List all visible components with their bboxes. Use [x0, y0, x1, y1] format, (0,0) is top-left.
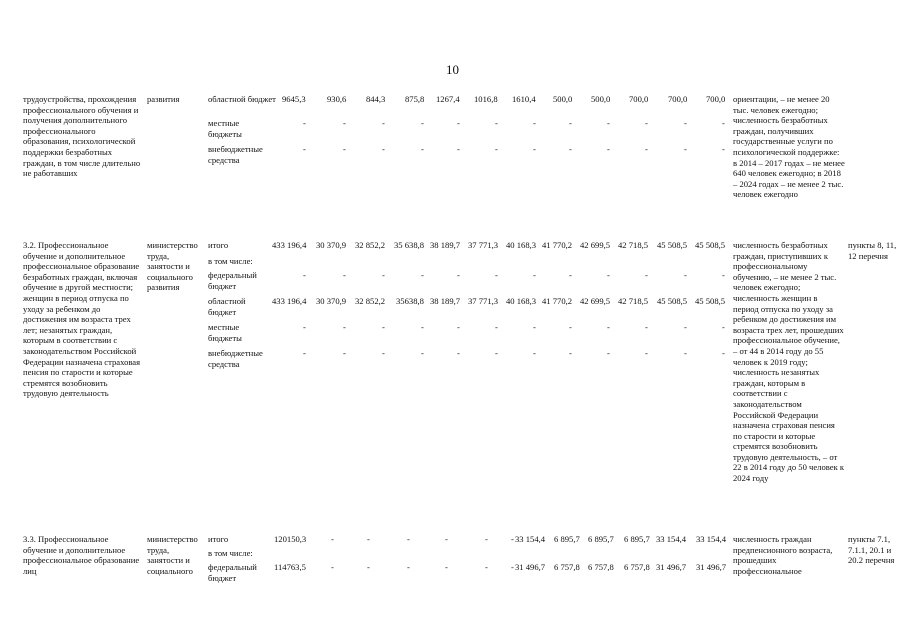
- value-cell: 30 370,9: [316, 296, 347, 306]
- value-cell: 42 718,5: [618, 296, 649, 306]
- value-cell: 6 895,7: [554, 534, 580, 544]
- value-cell: 41 770,2: [542, 240, 573, 250]
- target-indicators: численность граждан предпенсионного возраста, прошедших профессиональное: [733, 534, 833, 576]
- value-cell: -: [303, 322, 306, 332]
- value-cell: -: [382, 144, 385, 154]
- value-cell: 6 757,8: [624, 562, 650, 572]
- value-cell: -: [607, 118, 610, 128]
- value-cell: -: [343, 348, 346, 358]
- value-cell: 33 154,4: [696, 534, 727, 544]
- value-cell: -: [645, 118, 648, 128]
- value-cell: 433 196,4: [272, 296, 307, 306]
- value-cell: -: [607, 322, 610, 332]
- value-cell: 31 496,7: [656, 562, 687, 572]
- value-cell: -: [511, 534, 514, 544]
- value-cell: -: [722, 144, 725, 154]
- source-label: областной бюджет: [208, 296, 246, 317]
- value-cell: -: [533, 118, 536, 128]
- value-cell: 37 771,3: [468, 240, 499, 250]
- value-cell: -: [569, 270, 572, 280]
- value-cell: -: [722, 118, 725, 128]
- value-cell: 45 508,5: [695, 296, 726, 306]
- value-cell: -: [457, 348, 460, 358]
- value-cell: -: [533, 322, 536, 332]
- value-cell: 45 508,5: [695, 240, 726, 250]
- value-cell: -: [722, 322, 725, 332]
- value-cell: 45 508,5: [657, 296, 688, 306]
- value-cell: -: [607, 144, 610, 154]
- value-cell: -: [421, 270, 424, 280]
- value-cell: 6 895,7: [624, 534, 650, 544]
- value-cell: 32 852,2: [355, 296, 386, 306]
- value-cell: -: [457, 270, 460, 280]
- list-reference: пункты 7.1, 7.1.1, 20.1 и 20.2 перечня: [848, 534, 895, 566]
- value-cell: -: [303, 270, 306, 280]
- source-label: внебюджетные средства: [208, 144, 263, 165]
- value-cell: 31 496,7: [515, 562, 546, 572]
- value-cell: -: [457, 322, 460, 332]
- value-cell: -: [684, 270, 687, 280]
- value-cell: 42 718,5: [618, 240, 649, 250]
- value-cell: 41 770,2: [542, 296, 573, 306]
- value-cell: -: [645, 348, 648, 358]
- value-cell: 40 168,3: [506, 240, 537, 250]
- value-cell: -: [382, 118, 385, 128]
- value-cell: 30 370,9: [316, 240, 347, 250]
- value-cell: -: [421, 348, 424, 358]
- value-cell: -: [607, 270, 610, 280]
- value-cell: 120150,3: [274, 534, 307, 544]
- value-cell: 37 771,3: [468, 296, 499, 306]
- value-cell: -: [457, 144, 460, 154]
- value-cell: 500,0: [553, 94, 573, 104]
- value-cell: -: [445, 562, 448, 572]
- value-cell: -: [569, 322, 572, 332]
- value-cell: -: [495, 348, 498, 358]
- value-cell: -: [722, 348, 725, 358]
- executor: развития: [147, 94, 180, 104]
- source-label: в том числе:: [208, 548, 253, 558]
- value-cell: -: [367, 562, 370, 572]
- value-cell: -: [457, 118, 460, 128]
- value-cell: -: [382, 322, 385, 332]
- value-cell: -: [421, 144, 424, 154]
- value-cell: 35 638,8: [394, 240, 425, 250]
- value-cell: -: [303, 118, 306, 128]
- value-cell: 31 496,7: [696, 562, 727, 572]
- measure-description: трудоустройства, прохождения профессионального обучения и получения дополнительного профессионального образования, психологической поддержки безработных граждан, в том числе длительно не работавших: [23, 94, 141, 179]
- value-cell: 6 757,8: [554, 562, 580, 572]
- value-cell: -: [485, 562, 488, 572]
- value-cell: -: [303, 348, 306, 358]
- value-cell: -: [495, 118, 498, 128]
- value-cell: -: [722, 270, 725, 280]
- value-cell: -: [331, 534, 334, 544]
- value-cell: -: [495, 322, 498, 332]
- value-cell: 40 168,3: [506, 296, 537, 306]
- value-cell: 45 508,5: [657, 240, 688, 250]
- value-cell: 114763,5: [274, 562, 306, 572]
- value-cell: 33 154,4: [515, 534, 546, 544]
- value-cell: -: [495, 144, 498, 154]
- value-cell: 38 189,7: [430, 296, 461, 306]
- value-cell: 930,6: [327, 94, 347, 104]
- value-cell: -: [533, 144, 536, 154]
- source-label: местные бюджеты: [208, 118, 242, 139]
- value-cell: 433 196,4: [272, 240, 307, 250]
- value-cell: -: [533, 348, 536, 358]
- value-cell: -: [569, 118, 572, 128]
- executor: министерство труда, занятости и социального: [147, 534, 198, 576]
- target-indicators: численность безработных граждан, приступивших к профессиональному обучению, – не менее 2 тыс. человек ежегодно; численность женщин в период отпуска по уходу за ребенком до достижения им возраста трех лет, прошедших профессиональное обучение, – от 44 в 2014 году до 55 человек к 2019 году; численность незанятых граждан, которым в соответствии с законодательством Российской Федерации назначена страховая пенсия по старости и которые стремятся возобновить трудовую деятельность, – от 22 в 2014 году до 50 человек к 2024 году: [733, 240, 845, 484]
- source-label: в том числе:: [208, 256, 253, 266]
- value-cell: 700,0: [629, 94, 649, 104]
- value-cell: 32 852,2: [355, 240, 386, 250]
- value-cell: -: [343, 322, 346, 332]
- value-cell: -: [303, 144, 306, 154]
- source-label: итого: [208, 534, 229, 544]
- value-cell: -: [684, 118, 687, 128]
- value-cell: -: [607, 348, 610, 358]
- value-cell: -: [569, 144, 572, 154]
- value-cell: -: [684, 322, 687, 332]
- value-cell: 1267,4: [436, 94, 460, 104]
- value-cell: -: [421, 118, 424, 128]
- value-cell: 1016,8: [474, 94, 498, 104]
- value-cell: -: [645, 144, 648, 154]
- value-cell: -: [407, 534, 410, 544]
- source-label: федеральный бюджет: [208, 270, 257, 291]
- value-cell: -: [495, 270, 498, 280]
- value-cell: 42 699,5: [580, 296, 611, 306]
- measure-description: 3.2. Профессиональное обучение и дополнительное профессиональное образование безработных граждан, включая обучение в другой местности; женщин в период отпуска по уходу за ребенком до достижения им возраста трех лет; незанятых граждан, которым в соответствии с законодательством Российской Федерации назначена страховая пенсия по старости и которые стремятся возобновить трудовую деятельность: [23, 240, 141, 399]
- source-label: местные бюджеты: [208, 322, 242, 343]
- value-cell: 700,0: [668, 94, 688, 104]
- value-cell: 700,0: [706, 94, 726, 104]
- value-cell: -: [533, 270, 536, 280]
- value-cell: -: [684, 348, 687, 358]
- value-cell: -: [421, 322, 424, 332]
- value-cell: -: [485, 534, 488, 544]
- value-cell: 875,8: [405, 94, 425, 104]
- value-cell: 35638,8: [396, 296, 424, 306]
- value-cell: -: [343, 270, 346, 280]
- value-cell: 33 154,4: [656, 534, 687, 544]
- value-cell: -: [382, 348, 385, 358]
- value-cell: -: [645, 322, 648, 332]
- value-cell: 38 189,7: [430, 240, 461, 250]
- value-cell: 9645,3: [282, 94, 306, 104]
- value-cell: -: [343, 118, 346, 128]
- value-cell: -: [569, 348, 572, 358]
- value-cell: 1610,4: [512, 94, 536, 104]
- value-cell: 6 895,7: [588, 534, 614, 544]
- source-label: итого: [208, 240, 229, 250]
- value-cell: -: [511, 562, 514, 572]
- value-cell: -: [331, 562, 334, 572]
- value-cell: -: [343, 144, 346, 154]
- target-indicators: ориентации, – не менее 20 тыс. человек ежегодно; численность безработных граждан, получивших государственные услуги по психологической поддержке: в 2014 – 2017 годах – не менее 640 человек ежегодно; в 2018 – 2024 годах – не менее 2 тыс. человек ежегодно: [733, 94, 845, 200]
- page-number: 10: [446, 62, 459, 77]
- value-cell: -: [445, 534, 448, 544]
- list-reference: пункты 8, 11, 12 перечня: [848, 240, 897, 261]
- value-cell: -: [684, 144, 687, 154]
- source-label: внебюджетные средства: [208, 348, 263, 369]
- value-cell: -: [382, 270, 385, 280]
- value-cell: -: [407, 562, 410, 572]
- executor: министерство труда, занятости и социального развития: [147, 240, 198, 293]
- value-cell: 6 757,8: [588, 562, 614, 572]
- value-cell: 844,3: [366, 94, 386, 104]
- value-cell: 42 699,5: [580, 240, 611, 250]
- measure-description: 3.3. Профессиональное обучение и дополнительное профессиональное образование лиц: [23, 534, 140, 576]
- source-label: федеральный бюджет: [208, 562, 257, 583]
- value-cell: 500,0: [591, 94, 611, 104]
- value-cell: -: [645, 270, 648, 280]
- source-label: областной бюджет: [208, 94, 276, 104]
- value-cell: -: [367, 534, 370, 544]
